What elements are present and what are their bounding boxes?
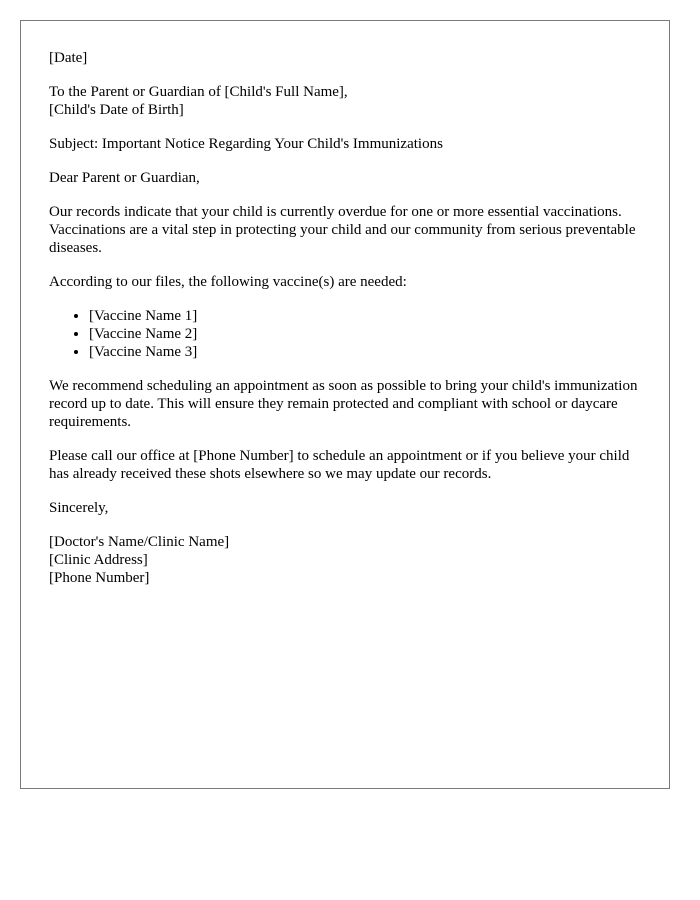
body-paragraph-contact: Please call our office at [Phone Number] to schedule an appointment or if you believe your child has already received these shots elsewhere so we may update our records. xyxy=(49,448,630,482)
vaccine-list-item: • [Vaccine Name 3] xyxy=(89,343,649,361)
vaccine-list xyxy=(49,307,649,361)
recipient-dob: [Child's Date of Birth] xyxy=(49,102,184,118)
subject-line: Subject: Important Notice Regarding Your Child's Immunizations xyxy=(49,136,443,152)
recipient-block xyxy=(49,83,649,119)
vaccine-list-intro: According to our files, the following vaccine(s) are needed: xyxy=(49,274,407,290)
closing: Sincerely, xyxy=(49,500,109,516)
signature-address: [Clinic Address] xyxy=(49,552,148,568)
vaccine-list-item: • [Vaccine Name 2] xyxy=(89,325,649,343)
signature-name: [Doctor's Name/Clinic Name] xyxy=(49,534,230,550)
letter-date: [Date] xyxy=(49,50,88,66)
body-paragraph-recommendation: We recommend scheduling an appointment as soon as possible to bring your child's immunization record up to date. This will ensure they remain protected and compliant with school or daycare requirements. xyxy=(49,378,638,430)
recipient-name: To the Parent or Guardian of [Child's Full Name], xyxy=(49,84,348,100)
body-paragraph-overdue: Our records indicate that your child is currently overdue for one or more essential vaccinations. Vaccinations are a vital step in protecting your child and our community from serious preventable diseases. xyxy=(49,204,636,256)
salutation: Dear Parent or Guardian, xyxy=(49,170,200,186)
signature-phone: [Phone Number] xyxy=(49,570,150,586)
signature-block xyxy=(49,533,649,587)
letter-page xyxy=(20,20,670,789)
vaccine-list-item: • [Vaccine Name 1] xyxy=(89,307,649,325)
